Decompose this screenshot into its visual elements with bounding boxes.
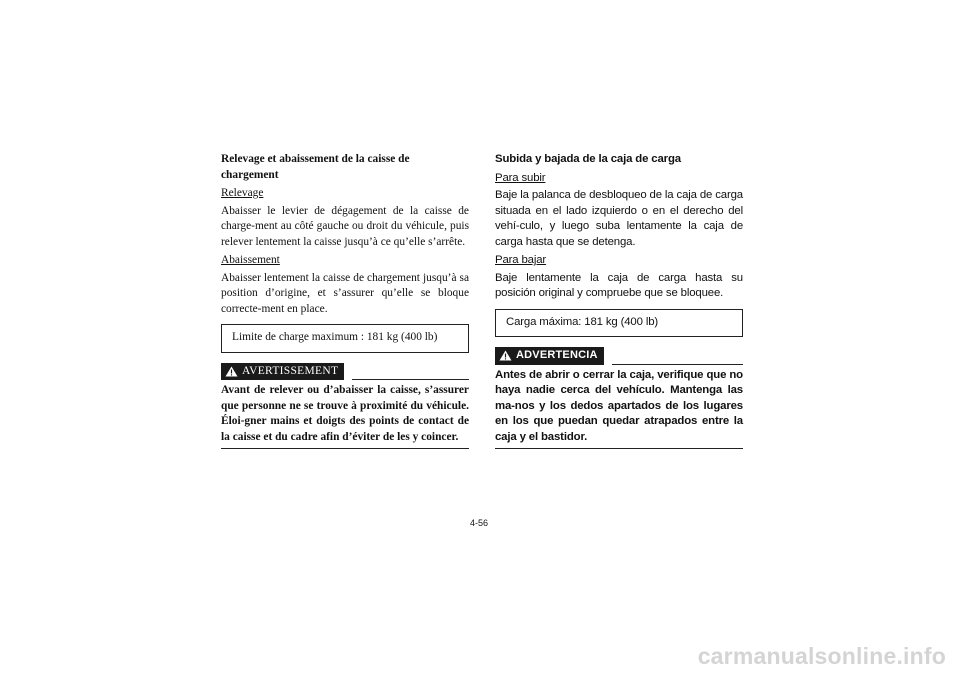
lower-instructions: Baje lentamente la caja de carga hasta su posición original y compruebe que se bloquee. [495, 271, 743, 299]
warning-header [495, 347, 743, 365]
raise-instructions: Abaisser le levier de dégagement de la caisse de charge-ment au côté gauche ou droit du véhicule, puis relever lentement la caisse jusqu’à ce qu’elle s’arrête. [221, 204, 469, 248]
warning-text: Antes de abrir o cerrar la caja, verifique que no haya nadie cerca del vehículo. Mantenga las ma-nos y los dedos apartados de los lugares en los que puedan quedar atrapados entre la caja y el bastidor. [495, 368, 743, 450]
warning-label: ADVERTENCIA [516, 349, 598, 361]
warning-badge [495, 347, 604, 365]
lower-subheading: Abaissement [221, 254, 280, 266]
warning-badge [221, 363, 344, 381]
section-title: Relevage et abaissement de la caisse de chargement [221, 153, 410, 181]
load-limit-box: Carga máxima: 181 kg (400 lb) [495, 309, 743, 338]
warning-label: AVERTISSEMENT [242, 364, 339, 377]
french-column [221, 152, 469, 449]
lower-instructions: Abaisser lentement la caisse de chargement jusqu’à sa position d’origine, et s’assurer qu’elle se bloque correcte-ment en place. [221, 271, 469, 315]
warning-text: Avant de relever ou d’abaisser la caisse, s’assurer que personne ne se trouve à proximité du véhicule. Éloi-gner mains et doigts des points de contact de la caisse et du cadre afin d’éviter de les y coincer. [221, 383, 469, 449]
spanish-column [495, 152, 743, 449]
warning-triangle-icon [499, 350, 512, 361]
section-title: Subida y bajada de la caja de carga [495, 153, 681, 165]
warning-rule [352, 378, 469, 380]
warning-rule [612, 363, 743, 365]
warning-header [221, 363, 469, 381]
raise-instructions: Baje la palanca de desbloqueo de la caja de carga situada en el lado izquierdo o en el derecho del vehí-culo, y luego suba lentamente la caja de carga hasta que se detenga. [495, 189, 743, 248]
warning-triangle-icon [225, 366, 238, 377]
load-limit-box: Limite de charge maximum : 181 kg (400 lb) [221, 324, 469, 353]
page-number: 4-56 [470, 518, 489, 528]
raise-subheading: Para subir [495, 171, 546, 184]
lower-subheading: Para bajar [495, 254, 547, 266]
raise-subheading: Relevage [221, 187, 264, 199]
watermark: carmanualsonline.info [697, 643, 946, 669]
